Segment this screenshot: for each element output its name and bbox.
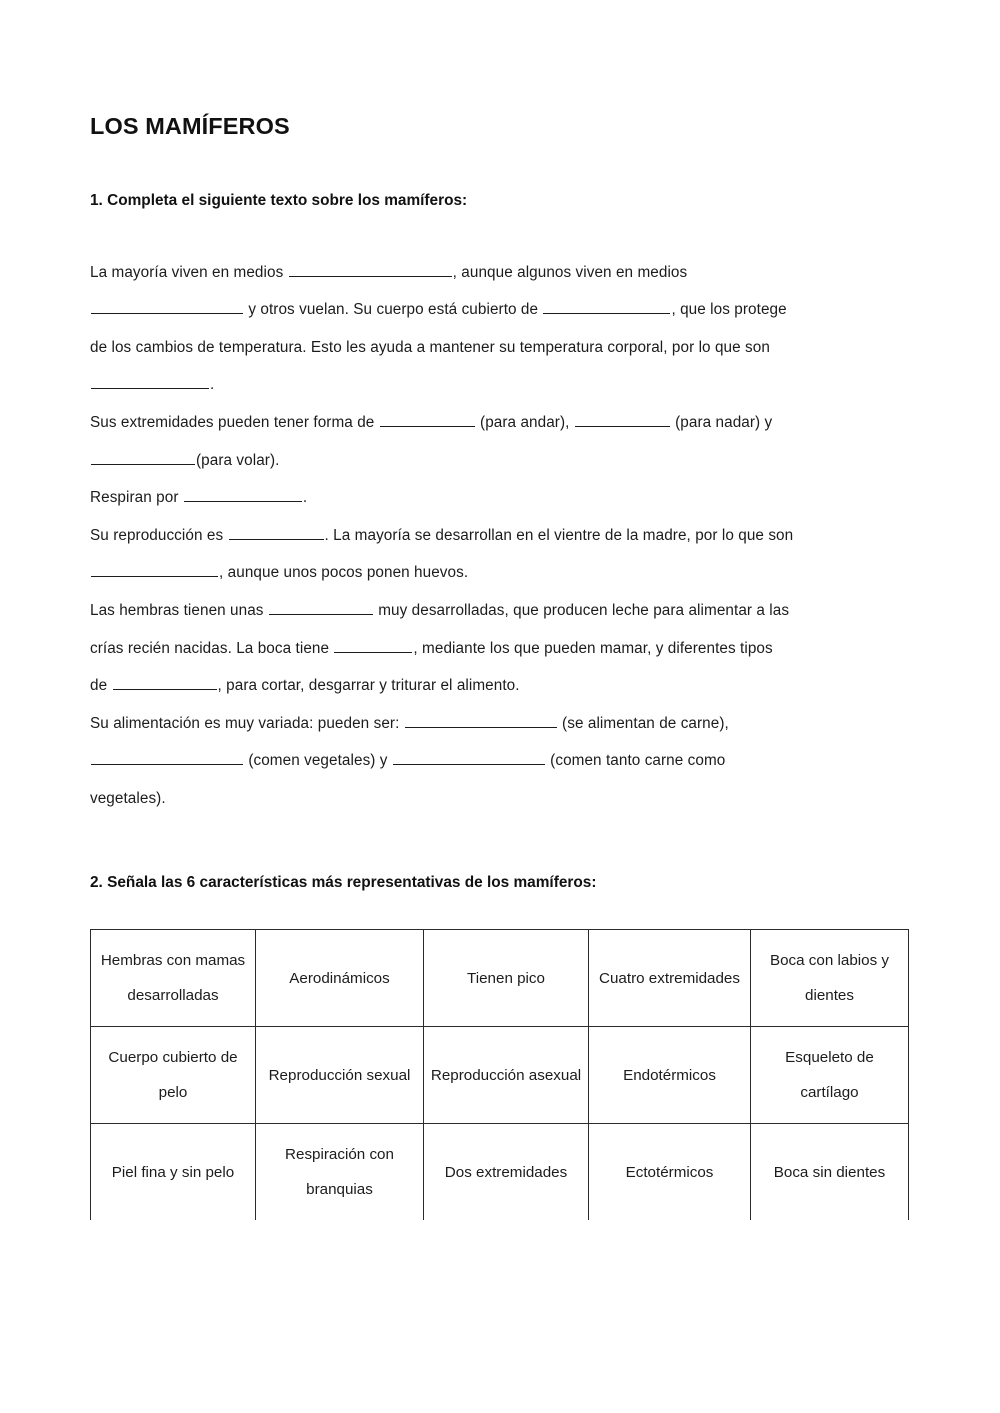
page-title: LOS MAMÍFEROS: [90, 113, 290, 139]
page-content: [90, 0, 910, 1220]
characteristic-cell[interactable]: Esqueleto de cartílago: [751, 1027, 909, 1124]
text-run: de los cambios de temperatura. Esto les ayuda a mantener su temperatura corporal, por lo que son: [90, 338, 770, 356]
fill-in-blank[interactable]: [393, 750, 545, 765]
text-run: .: [210, 376, 215, 394]
text-run: (para andar),: [475, 414, 574, 432]
text-run: .: [302, 489, 308, 507]
text-run: Respiran por: [90, 489, 183, 507]
characteristic-cell[interactable]: Reproducción asexual: [424, 1027, 589, 1124]
text-line: [90, 554, 910, 592]
text-run: , mediante los que pueden mamar, y diferentes tipos: [413, 639, 773, 657]
text-line: [90, 329, 910, 367]
characteristics-table-body: [91, 930, 909, 1221]
text-line: [90, 366, 910, 404]
exercise-1-heading: 1. Completa el siguiente texto sobre los mamíferos:: [90, 192, 468, 210]
fill-in-blank[interactable]: [184, 487, 302, 502]
characteristic-cell[interactable]: Respiración con branquias: [256, 1124, 424, 1221]
fill-in-blank[interactable]: [334, 638, 412, 653]
fill-in-blank[interactable]: [543, 299, 670, 314]
text-run: , que los protege: [671, 301, 787, 319]
table-row: [91, 1124, 909, 1221]
text-run: Su alimentación es muy variada: pueden ser:: [90, 714, 404, 732]
text-line: [90, 780, 910, 818]
characteristic-cell[interactable]: Endotérmicos: [589, 1027, 751, 1124]
text-run: Su reproducción es: [90, 526, 228, 544]
exercise-2-heading: 2. Señala las 6 características más representativas de los mamíferos:: [90, 873, 597, 891]
fill-in-blank[interactable]: [91, 450, 195, 465]
fill-in-blank[interactable]: [91, 299, 243, 314]
text-run: (comen vegetales) y: [244, 752, 392, 770]
text-line: [90, 630, 910, 668]
text-line: [90, 592, 910, 630]
exercise-1-text: [90, 211, 910, 818]
fill-in-blank[interactable]: [575, 412, 670, 427]
text-run: La mayoría viven en medios: [90, 263, 288, 281]
text-run: vegetales).: [90, 789, 166, 807]
fill-in-blank[interactable]: [269, 600, 373, 615]
characteristic-cell[interactable]: Reproducción sexual: [256, 1027, 424, 1124]
characteristic-cell[interactable]: Boca sin dientes: [751, 1124, 909, 1221]
text-run: Las hembras tienen unas: [90, 602, 268, 620]
text-run: muy desarrolladas, que producen leche para alimentar a las: [373, 602, 790, 620]
text-line: [90, 667, 910, 705]
fill-in-blank[interactable]: [229, 525, 324, 540]
text-run: y otros vuelan. Su cuerpo está cubierto de: [244, 301, 543, 319]
characteristic-cell[interactable]: Ectotérmicos: [589, 1124, 751, 1221]
fill-in-blank[interactable]: [289, 262, 452, 277]
text-run: de: [90, 677, 112, 695]
fill-in-blank[interactable]: [91, 750, 243, 765]
text-line: [90, 705, 910, 743]
text-run: (para nadar) y: [670, 414, 773, 432]
text-line: [90, 517, 910, 555]
text-line: [90, 742, 910, 780]
characteristics-table-wrapper: [90, 892, 910, 1220]
text-run: (para volar).: [196, 451, 280, 469]
fill-in-blank[interactable]: [91, 562, 218, 577]
text-line: [90, 442, 910, 480]
characteristic-cell[interactable]: Dos extremidades: [424, 1124, 589, 1221]
characteristic-cell[interactable]: Piel fina y sin pelo: [91, 1124, 256, 1221]
text-line: [90, 291, 910, 329]
characteristic-cell[interactable]: Cuerpo cubierto de pelo: [91, 1027, 256, 1124]
table-row: [91, 930, 909, 1027]
text-line: [90, 404, 910, 442]
text-run: (se alimentan de carne),: [557, 714, 729, 732]
text-run: . La mayoría se desarrollan en el vientre de la madre, por lo que son: [324, 526, 794, 544]
characteristic-cell[interactable]: Aerodinámicos: [256, 930, 424, 1027]
characteristic-cell[interactable]: Cuatro extremidades: [589, 930, 751, 1027]
text-run: , aunque algunos viven en medios: [452, 263, 688, 281]
fill-in-blank[interactable]: [113, 675, 217, 690]
characteristics-table: [90, 929, 909, 1220]
text-run: , para cortar, desgarrar y triturar el alimento.: [217, 677, 520, 695]
text-line: [90, 479, 910, 517]
text-line: [90, 254, 910, 292]
text-run: , aunque unos pocos ponen huevos.: [219, 564, 469, 582]
text-run: (comen tanto carne como: [545, 752, 726, 770]
characteristic-cell[interactable]: Tienen pico: [424, 930, 589, 1027]
characteristic-cell[interactable]: Boca con labios y dientes: [751, 930, 909, 1027]
fill-in-blank[interactable]: [380, 412, 475, 427]
table-row: [91, 1027, 909, 1124]
characteristic-cell[interactable]: Hembras con mamas desarrolladas: [91, 930, 256, 1027]
fill-in-blank[interactable]: [405, 713, 557, 728]
text-run: Sus extremidades pueden tener forma de: [90, 414, 379, 432]
fill-in-blank[interactable]: [91, 374, 209, 389]
text-run: crías recién nacidas. La boca tiene: [90, 639, 334, 657]
